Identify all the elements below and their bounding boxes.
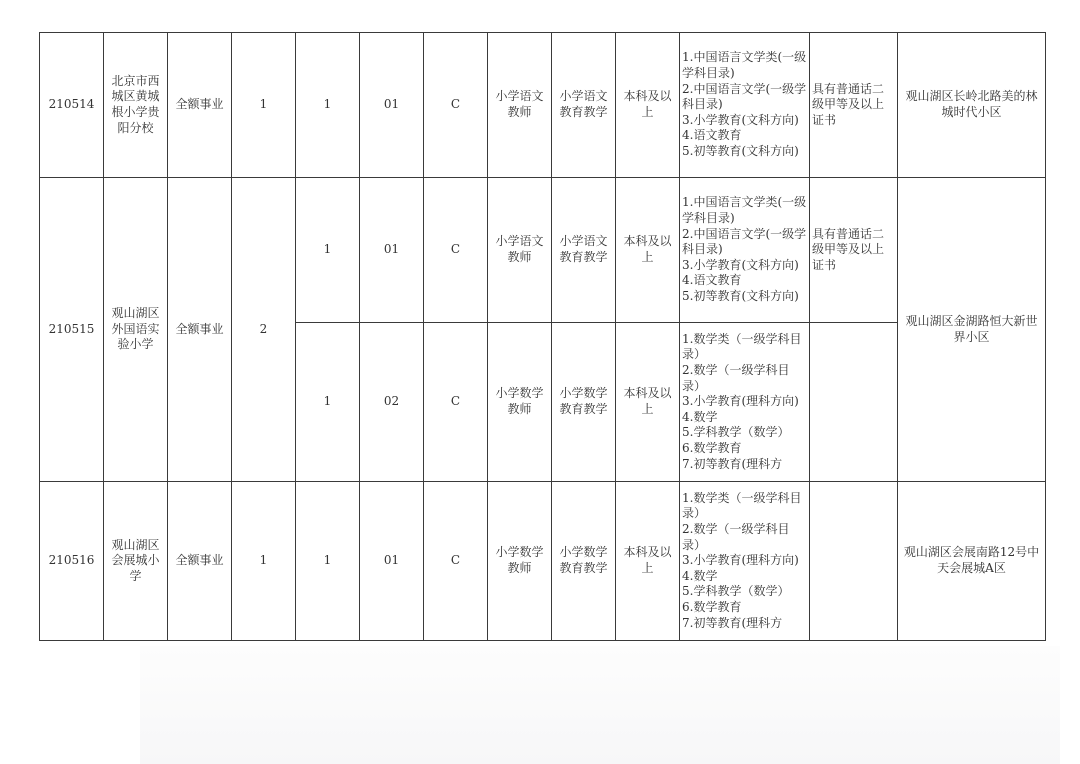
post-category: C [424,178,488,323]
major-list [680,482,810,641]
total-count: 1 [232,482,296,641]
other-requirement: 具有普通话二级甲等及以上证书 [810,178,898,323]
table-row [40,33,1046,178]
position-code: 210515 [40,178,104,482]
major-list [680,33,810,178]
post-count: 1 [296,482,360,641]
major-item: 6.数学教育 [682,440,742,455]
major-item: 1.数学类（一级学科目录） [682,331,802,362]
major-item: 2.数学（一级学科目录） [682,522,790,552]
funding-type: 全额事业 [168,33,232,178]
education-requirement: 本科及以上 [616,178,680,323]
table-row [40,482,1046,641]
table-row [40,178,1046,323]
school-name: 观山湖区外国语实验小学 [104,178,168,482]
other-requirement [810,482,898,641]
position-code: 210516 [40,482,104,641]
major-item: 3.小学教育(文科方向) [682,257,799,272]
post-duty: 小学数学教育教学 [552,323,616,482]
post-number: 01 [360,178,424,323]
major-item: 4.数学 [682,409,718,424]
post-number: 02 [360,323,424,482]
major-item: 3.小学教育(理科方向) [682,394,799,409]
post-name: 小学数学教师 [488,323,552,482]
school-name: 观山湖区会展城小学 [104,482,168,641]
major-item: 2.中国语言文学(一级学科目录) [682,226,807,257]
post-count: 1 [296,178,360,323]
major-item: 1.数学类（一级学科目录） [682,490,802,521]
education-requirement: 本科及以上 [616,482,680,641]
major-item: 4.数学 [682,568,718,583]
recruitment-table [39,32,1046,641]
major-item: 5.学科教学（数学） [682,425,790,440]
funding-type: 全额事业 [168,482,232,641]
school-name: 北京市西城区黄城根小学贵阳分校 [104,33,168,178]
major-item: 1.中国语言文学类(一级学科目录) [682,195,807,226]
total-count: 1 [232,33,296,178]
education-requirement: 本科及以上 [616,33,680,178]
page-background-shade [140,646,1060,764]
post-duty: 小学数学教育教学 [552,482,616,641]
major-item: 6.数学教育 [682,599,742,614]
workplace-address: 观山湖区金湖路恒大新世界小区 [898,178,1046,482]
major-item: 2.中国语言文学(一级学科目录) [682,81,807,112]
post-category: C [424,482,488,641]
post-number: 01 [360,482,424,641]
major-item: 1.中国语言文学类(一级学科目录) [682,50,807,81]
position-code: 210514 [40,33,104,178]
major-item: 4.语文教育 [682,273,742,288]
major-item: 5.初等教育(文科方向) [682,143,799,158]
major-item: 5.初等教育(文科方向) [682,288,799,303]
post-duty: 小学语文教育教学 [552,33,616,178]
post-name: 小学语文教师 [488,178,552,323]
major-item: 2.数学（一级学科目录） [682,363,790,393]
funding-type: 全额事业 [168,178,232,482]
total-count: 2 [232,178,296,482]
post-category: C [424,33,488,178]
other-requirement: 具有普通话二级甲等及以上证书 [810,33,898,178]
major-item: 4.语文教育 [682,128,742,143]
post-duty: 小学语文教育教学 [552,178,616,323]
post-count: 1 [296,33,360,178]
major-item: 5.学科教学（数学） [682,584,790,599]
post-category: C [424,323,488,482]
post-count: 1 [296,323,360,482]
other-requirement [810,323,898,482]
education-requirement: 本科及以上 [616,323,680,482]
major-list [680,323,810,482]
major-item: 7.初等教育(理科方 [682,615,783,630]
post-number: 01 [360,33,424,178]
major-item: 3.小学教育(文科方向) [682,112,799,127]
workplace-address: 观山湖区长岭北路美的林城时代小区 [898,33,1046,178]
post-name: 小学数学教师 [488,482,552,641]
major-item: 3.小学教育(理科方向) [682,553,799,568]
major-list [680,178,810,323]
workplace-address: 观山湖区会展南路12号中天会展城A区 [898,482,1046,641]
post-name: 小学语文教师 [488,33,552,178]
major-item: 7.初等教育(理科方 [682,456,783,471]
